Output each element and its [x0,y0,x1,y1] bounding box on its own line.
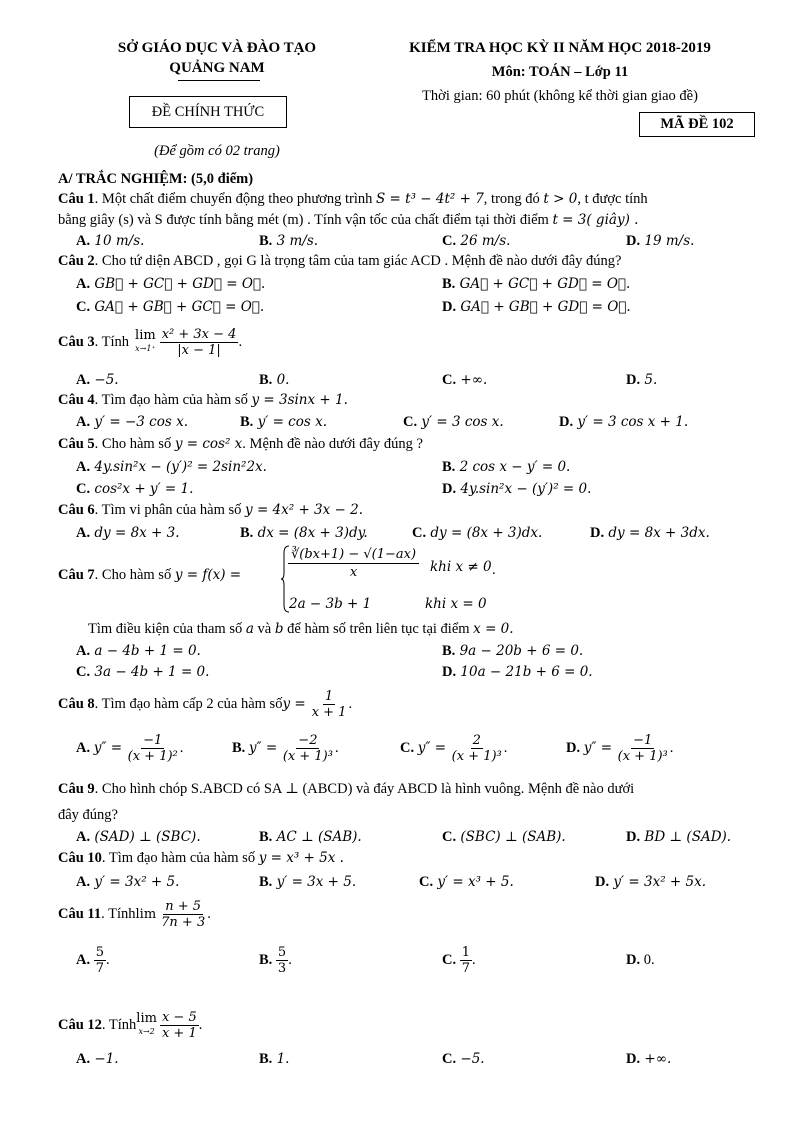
q10-function: y = x³ + 5x . [258,850,344,866]
q12-numerator: x − 5 [161,1009,197,1025]
q11-option-b-key: B. [259,951,273,968]
q8-fn-fraction [310,689,349,720]
question-1-line-2 [58,211,756,229]
q11-numerator: n + 5 [165,898,202,914]
q4-option-c: C. y′ = 3 cos x. [403,414,504,430]
question-7-label [58,567,241,584]
q7-denominator: x [349,565,358,580]
q1-label: Câu 1 [58,191,95,207]
q8-fn-lhs: y = [282,696,306,712]
exam-title: KIỂM TRA HỌC KỲ II NĂM HỌC 2018-2019 [409,40,711,56]
exam-code: MÃ ĐỀ 102 [660,116,734,132]
q7-param-a: a [245,621,254,637]
q7-label: Câu 7 [58,567,95,583]
q2-option-b: B. GA⃗ + GC⃗ + GD⃗ = O⃗. [442,276,631,292]
q3-limit [135,329,156,355]
q1-time-value: t = 3( giây) . [552,212,639,228]
q11-option-d-text: 0. [643,952,655,968]
q8-option-a-lhs: y″ = [93,740,123,756]
q2-text: . Cho tứ diện ABCD , gọi G là trọng tâm của tam giác ACD . Mệnh đề nào dưới đây đúng? [94,253,622,269]
q11-option-c: C. $\frac{1}{7}$ . [442,944,476,976]
province-name: QUẢNG NAM [169,60,265,76]
q1-text-3: , t được tính [577,191,648,207]
q6-option-b: B. dx = (8x + 3)dy. [240,525,368,541]
q6-option-c: C. dy = (8x + 3)dx. [412,525,543,541]
q1-option-d: D. 19 m/s. [626,233,695,249]
q1-option-a: A. 10 m/s. [76,233,145,249]
q6-function: y = 4x² + 3x − 2. [245,502,364,518]
q9-option-d: D. BD ⊥ (SAD). [626,829,732,845]
official-box [129,96,287,128]
q8-option-c: C. y″ = $\frac{2}{\text{(x + 1)³}}$ . [400,732,508,764]
q8-text: . Tìm đạo hàm cấp 2 của hàm số [94,695,283,712]
official-label: ĐỀ CHÍNH THỨC [151,103,265,120]
q10-option-b: B. y′ = 3x + 5. [259,874,357,890]
question-11: Câu 11 . Tính lim $\frac{n + 5}{7n + 3}$ . [58,898,211,930]
q7-piece-fraction [288,546,419,581]
q9-option-c: C. (SBC) ⊥ (SAB). [442,829,566,845]
q5-option-b: B. 2 cos x − y′ = 0. [442,459,571,475]
q8-option-c-den: (x + 1)³ [451,748,502,764]
q7-text: . Cho hàm số [94,567,175,583]
q10-option-d: D. y′ = 3x² + 5x. [595,874,706,890]
q7-point: x = 0. [473,621,514,637]
q10-option-c: C. y′ = x³ + 5. [419,874,514,890]
q11-option-d-key: D. [626,952,641,968]
q3-option-b: B. 0. [259,372,290,388]
q1-option-b: B. 3 m/s. [259,233,319,249]
question-4 [58,391,756,409]
q11-option-a: A. $\frac{5}{7}$ . [76,944,110,976]
question-5 [58,435,756,453]
question-8: Câu 8 . Tìm đạo hàm cấp 2 của hàm số y = $\frac{1}{x + 1}$ . [58,688,353,720]
q8-option-a-den: (x + 1)² [127,748,178,764]
q8-option-a: A. y″ = $\frac{-1}{\text{(x + 1)²}}$ . [76,732,184,764]
q8-option-a-key: A. [76,739,91,756]
q5-label: Câu 5 [58,436,95,452]
q7-option-c: C. 3a − 4b + 1 = 0. [76,664,210,680]
q11-option-b: B. $\frac{5}{3}$ . [259,944,292,976]
q3-numerator: x² + 3x − 4 [161,326,237,342]
q7-instruction [88,621,514,638]
exam-code-box [639,112,755,137]
q5-option-c: C. cos²x + y′ = 1. [76,481,194,497]
q7-instruction-text: Tìm điều kiện của tham số [88,621,246,637]
q7-option-a: A. a − 4b + 1 = 0. [76,643,201,659]
q3-option-d: D. 5. [626,372,658,388]
question-1 [58,190,756,208]
question-2 [58,252,756,270]
q8-option-d-num: −1 [633,732,653,748]
q8-option-d-lhs: y″ = [583,740,613,756]
q3-option-c: C. +∞. [442,372,488,388]
q10-label: Câu 10 [58,850,102,866]
q12-lim-word: lim [136,1011,157,1026]
q3-lim-under: x→1⁺ [135,344,156,353]
q7-condition-1: khi x ≠ 0 [430,559,492,575]
q1-equation: S = t³ − 4t² + 7 [376,191,484,207]
q11-option-d [626,952,655,969]
q8-label: Câu 8 [58,695,95,712]
page-count-note: (Để gồm có 02 trang) [154,143,280,159]
q12-fraction [160,1010,199,1041]
q1-option-c: C. 26 m/s. [442,233,511,249]
q9-option-b: B. AC ⊥ (SAB). [259,829,362,845]
q11-fraction [159,899,207,930]
subject-line: Môn: TOÁN – Lớp 11 [491,64,629,80]
q8-option-d-den: (x + 1)³ [617,748,668,764]
q12-option-d: D. +∞. [626,1051,672,1067]
q12-text: . Tính [101,1016,137,1033]
q6-option-d: D. dy = 8x + 3dx. [590,525,710,541]
q6-text: . Tìm vi phân của hàm số [94,502,246,518]
q8-option-b-num: −2 [298,732,318,748]
q1-line-2: bằng giây (s) và S được tính bằng mét (m) . Tính vận tốc của chất điểm tại thời điểm [58,212,553,228]
q4-option-a: A. y′ = −3 cos x. [76,414,188,430]
q11-option-a-num: 5 [95,944,105,960]
q8-option-a-num: −1 [143,732,163,748]
q3-denominator: |x − 1| [177,342,221,358]
q7-piece-2: 2a − 3b + 1 [289,596,372,612]
q11-option-c-key: C. [442,951,457,968]
q1-text-2: , trong đó [483,191,544,207]
question-6 [58,501,756,519]
question-9 [58,780,756,798]
q4-label: Câu 4 [58,392,95,408]
department-name: SỞ GIÁO DỤC VÀ ĐÀO TẠO [117,40,317,56]
q11-option-a-key: A. [76,951,91,968]
q5-option-d: D. 4y.sin²x − (y′)² = 0. [442,481,592,497]
q4-function: y = 3sinx + 1. [251,392,348,408]
q11-option-a-den: 7 [95,960,105,976]
q8-option-b-key: B. [232,739,246,756]
q6-option-a: A. dy = 8x + 3. [76,525,180,541]
q3-lim-word: lim [135,328,156,343]
q8-option-c-key: C. [400,739,415,756]
q7-option-b: B. 9a − 20b + 6 = 0. [442,643,584,659]
q12-option-a: A. −1. [76,1051,119,1067]
q8-option-d: D. y″ = $\frac{-1}{\text{(x + 1)³}}$ . [566,732,674,764]
q11-text: . Tính [101,905,136,922]
q10-text: . Tìm đạo hàm của hàm số [101,850,259,866]
q12-label: Câu 12 [58,1016,102,1033]
question-9-line-2: đây đúng? [58,807,118,823]
q9-text: . Cho hình chóp S.ABCD có SA ⊥ (ABCD) và đáy ABCD là hình vuông. Mệnh đề nào dưới [94,781,635,797]
q11-denominator: 7n + 3 [161,914,206,930]
q12-lim-under: x→2 [138,1027,155,1036]
q7-instruction-text-2: để hàm số trên liên tục tại điểm [283,621,474,637]
q8-option-c-num: 2 [472,732,481,748]
q9-option-a: A. (SAD) ⊥ (SBC). [76,829,201,845]
q2-option-a: A. GB⃗ + GC⃗ + GD⃗ = O⃗. [76,276,266,292]
q8-option-b: B. y″ = $\frac{-2}{\text{(x + 1)³}}$ . [232,732,339,764]
q5-text-2: . Mệnh đề nào dưới đây đúng ? [242,436,423,452]
q2-option-d: D. GA⃗ + GB⃗ + GD⃗ = O⃗. [442,299,631,315]
q7-and: và [253,621,275,637]
q3-label: Câu 3 [58,333,95,350]
q8-option-b-den: (x + 1)³ [282,748,333,764]
q6-label: Câu 6 [58,502,95,518]
q12-denominator: x + 1 [161,1025,197,1041]
q3-text: . Tính [94,333,130,350]
time-line: Thời gian: 60 phút (không kể thời gian giao đề) [422,88,698,104]
q11-option-b-num: 5 [277,944,287,960]
q10-option-a: A. y′ = 3x² + 5. [76,874,180,890]
q5-option-a: A. 4y.sin²x − (y′)² = 2sin²2x. [76,459,267,475]
q3-option-a: A. −5. [76,372,119,388]
question-12: Câu 12 . Tính lim x→2 $\frac{x - 5}{x + 1}$ . [58,1009,203,1041]
q12-option-c: C. −5. [442,1051,485,1067]
q11-label: Câu 11 [58,905,102,922]
q4-option-b: B. y′ = cos x. [240,414,327,430]
q9-label: Câu 9 [58,781,95,797]
q2-option-c: C. GA⃗ + GB⃗ + GC⃗ = O⃗. [76,299,265,315]
q3-fraction [160,327,239,358]
q11-lim-word: lim [135,906,157,922]
q8-fn-numerator: 1 [324,688,334,704]
q1-condition: t > 0 [543,191,578,207]
q7-option-d: D. 10a − 21b + 6 = 0. [442,664,593,680]
exam-page: SỞ GIÁO DỤC VÀ ĐÀO TẠO QUẢNG NAM ĐỀ CHÍNH THỨC (Để gồm có 02 trang) KIỂM TRA HỌC KỲ II NĂM HỌC 2018-2019 Môn: TOÁN – Lớp 11 Thời gian: 60 phút (không kể thời gian giao đề) MÃ ĐỀ 102 A/ TRẮC NGHIỆM: (5,0 điểm) Câu 1. Một chất điểm chuyển động theo phương trình S = t³ − 4t² + 7, trong đó t > 0, t được tính bằng giây (s) và S được tính bằng mét (m) . Tính vận tốc của chất điểm tại thời điểm t = 3( giây) . A. 10 m/s. B. 3 m/s. C. 26 m/s. D. 19 m/s. Câu 2. Cho tứ diện ABCD , gọi G là trọng tâm của tam giác ACD . Mệnh đề nào dưới đây đúng? A. GB⃗ + GC⃗ + GD⃗ = O⃗. B. GA⃗ + GC⃗ + GD⃗ = O⃗. C. GA⃗ + GB⃗ + GC⃗ = O⃗. D. GA⃗ + GB⃗ + GD⃗ = O⃗. Câu 3 . Tính lim x→1⁺ $\frac{\text{x² + 3x − 4}}{|x - 1|}$ . A. −5. B. 0. C. +∞. D. 5. Câu 4. Tìm đạo hàm của hàm số y = 3sinx + 1. A. y′ = −3 cos x. B. y′ = cos x. C. y′ = 3 cos x. D. y′ = 3 cos x + 1. Câu 5. Cho hàm số y = cos² x. Mệnh đề nào dưới đây đúng ? A. 4y.sin²x − (y′)² = 2sin²2x. B. 2 cos x − y′ = 0. C. cos²x + y′ = 1. D. 4y.sin²x − (y′)² = 0. Câu 6. Tìm vi phân của hàm số y = 4x² + 3x − 2. A. dy = 8x + 3. B. dx = (8x + 3)dy. C. dy = (8x + 3)dx. D. dy = 8x + 3dx. Câu 7. Cho hàm số y = f(x) = $\frac{∛(bx+1) - √(1-ax)}{x}$ khi x ≠ 0 . 2a − 3b + 1 khi x = 0 Tìm điều kiện của tham số a và b để hàm số trên liên tục tại điểm x = 0. A. a − 4b + 1 = 0. B. 9a − 20b + 6 = 0. C. 3a − 4b + 1 = 0. D. 10a − 21b + 6 = 0. Câu 8 . Tìm đạo hàm cấp 2 của hàm số y = $\frac{1}{x + 1}$ . A. y″ = $\frac{-1}{\text{(x + 1)²}}$ . B. y″ = $\frac{-2}{\text{(x + 1)³}}$ . C. y″ = $\frac{2}{\text{(x + 1)³}}$ . D. y″ = $\frac{-1}{\text{(x + 1)³}}$ . Câu 9. Cho hình chóp S.ABCD có SA ⊥ (ABCD) và đáy ABCD là hình vuông. Mệnh đề nào dưới đây đúng? A. (SAD) ⊥ (SBC). B. AC ⊥ (SAB). C. (SBC) ⊥ (SAB). D. BD ⊥ (SAD). Câu 10. Tìm đạo hàm của hàm số y = x³ + 5x . A. y′ = 3x² + 5. B. y′ = 3x + 5. C. y′ = x³ + 5. D. y′ = 3x² + 5x. Câu 11 . Tính lim $\frac{n + 5}{7n + 3}$ . A. $\frac{5}{7}$ . B. $\frac{5}{3}$ . C. $\frac{1}{7}$ . D. 0. Câu 12 . Tính lim x→2 $\frac{x - 5}{x + 1}$ . A. −1. B. 1. C. −5. D. +∞. [0,0,794,1123]
header-underline [178,80,260,81]
q8-option-d-key: D. [566,739,581,756]
q12-limit [136,1012,157,1038]
q7-condition-2: khi x = 0 [425,596,487,612]
q4-text: . Tìm đạo hàm của hàm số [94,392,252,408]
question-10 [58,849,756,867]
question-3: Câu 3 . Tính lim x→1⁺ $\frac{\text{x² + 3x − 4}}{|x - 1|}$ . [58,326,243,358]
q1-text: . Một chất điểm chuyển động theo phương trình [94,191,376,207]
q4-option-d: D. y′ = 3 cos x + 1. [559,414,689,430]
section-title: A/ TRẮC NGHIỆM: (5,0 điểm) [58,171,254,187]
q5-function: y = cos² x [174,436,243,452]
q5-text: . Cho hàm số [94,436,175,452]
q11-option-c-den: 7 [461,960,471,976]
q2-label: Câu 2 [58,253,95,269]
q11-option-c-num: 1 [461,944,471,960]
q8-option-c-lhs: y″ = [417,740,447,756]
q11-option-b-den: 3 [277,960,287,976]
q7-fx: y = f(x) = [174,567,242,583]
q7-param-b: b [274,621,284,637]
q12-option-b: B. 1. [259,1051,290,1067]
q7-numerator: ∛(bx+1) − √(1−ax) [288,546,419,564]
q8-option-b-lhs: y″ = [248,740,278,756]
q8-fn-denominator: x + 1 [311,704,347,720]
